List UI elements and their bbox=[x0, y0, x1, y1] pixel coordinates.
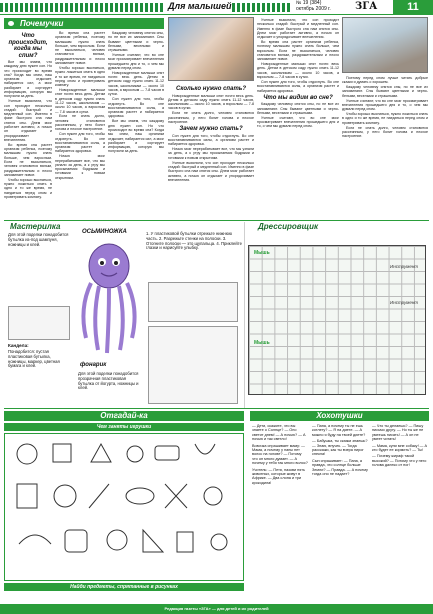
paragraph: Ученые считают, что во сне мозг просматривает впечатления прошедшего дня и то, о чем мы думали перед сном. bbox=[342, 98, 428, 112]
paragraph: Во время сна растет организм ребенка, поэтому малышам нужно спать больше, чем взрослым. Если не высыпаться, человек становится вялым, раздражительным и плохо запоминает новое. bbox=[4, 142, 52, 177]
side-label: Инструмент bbox=[390, 300, 419, 305]
jokes-column-3 bbox=[372, 424, 428, 602]
hohotushki-band: Хохотушки bbox=[250, 411, 429, 421]
question-heading: Что происходит, когда мы спим? bbox=[8, 33, 48, 59]
paragraph: Ученые выяснили, что сон проходит несколько стадий: быстрый и медленный сон. Именно в фазе быстрого сна нам снятся сны. Днем мозг работает активно, а ночью он отдыхает и упорядочивает впечатления. bbox=[168, 160, 254, 182]
paragraph: Сон нужен для того, чтобы отдохнуть. Во сне восстанавливаются силы, а организм растет и набирается здоровья. bbox=[108, 97, 164, 119]
craft-intro: Для этой поделки понадобится бутылка из-под шампуня, ножницы и клей. bbox=[8, 232, 69, 247]
paragraph: Сон нужен для того, чтобы отдохнуть. Во сне восстанавливаются силы, а организм растет и набирается здоровья. bbox=[257, 79, 339, 93]
paragraph: Поэтому перед сном лучше читать добрые сказки и думать о хорошем. bbox=[342, 76, 428, 85]
craft-step-image bbox=[148, 282, 238, 322]
jokes-column-1 bbox=[252, 424, 308, 602]
puzzle-pictures bbox=[4, 433, 244, 581]
paragraph: Каждому человеку снятся сны, но не все их запоминают. Сны бывают цветными и черно-белыми, веселыми и страшными. bbox=[108, 31, 164, 53]
paragraph: Каждому человеку снятся сны, но не все их запоминают. Сны бывают цветными и черно-белыми, веселыми и страшными. bbox=[257, 102, 339, 115]
paragraph: Ночью мозг перерабатывает все, что мы узнали за день, а к утру мы просыпаемся бодрыми и готовыми к новым открытиям. bbox=[55, 154, 105, 180]
craft-need: Понадобится: пустая пластиковая бутылка, ножницы, маркер, цветная бумага и клей. bbox=[8, 349, 60, 369]
paragraph: Если не спать долго, человек становится рассеянным, у него болит голова и плохое настроение. bbox=[55, 114, 105, 132]
craft-name: ОСЬМИНОЖКА bbox=[82, 229, 127, 235]
octopus-illustration bbox=[74, 238, 144, 358]
sleeping-child-photo bbox=[168, 17, 254, 81]
lamp-image bbox=[148, 326, 238, 404]
text-column-4 bbox=[168, 84, 254, 219]
bottle-image bbox=[8, 306, 70, 340]
page-number: 11 bbox=[393, 0, 433, 15]
joke: — Папа, а почему ты не ешь котлету? — Я на диете. — А можно я буду на твоей диете? bbox=[312, 424, 366, 437]
section-title: Для малышей bbox=[168, 1, 232, 11]
jokes-column-2 bbox=[312, 424, 368, 602]
text-column-1 bbox=[4, 31, 52, 219]
paragraph: Ученые считают, что во сне мозг просматривает впечатления прошедшего дня и то, о чем мы думали перед сном. bbox=[108, 53, 164, 70]
paragraph: Новорожденные малыши спят почти весь день. Детям в детском саду нужно спать 11-12 часов, школьникам — около 10 часов, а взрослым — 7-8 часов в сутки. bbox=[108, 70, 164, 97]
page-header bbox=[0, 0, 433, 15]
joke: Учитель: — Петя, назови пять животных, которые живут в Африке. — Два слона и три крокодила! bbox=[252, 467, 305, 485]
craft-steps: 1. У пластиковой бутылки отрежьте нижнюю часть. 2. Разрежьте стенки на полоски. 3. Отогните полоски — это щупальца. 4. Приклейте глазки и нарисуйте улыбку. bbox=[146, 231, 242, 251]
joke: — Почему жираф такой высокий? — Потому что у него голова далеко от ног! bbox=[372, 454, 427, 468]
paragraph: Новорожденные малыши спят почти весь день. Детям в детском саду нужно спать 11-12 часов, школьникам — около 10 часов, а взрослым — 7-8 часов в сутки. bbox=[257, 62, 339, 80]
paragraph: Ученые выяснили, что сон проходит несколько стадий: быстрый и медленный сон. Именно в фазе быстрого сна нам снятся сны. Днем мозг работает активно, а ночью он отдыхает и упорядочивает впечатления. bbox=[257, 18, 339, 40]
side-label: Инструмент bbox=[390, 264, 419, 269]
paragraph: Чтобы хорошо выспаться, нужно ложиться спать в одно и то же время, не наедаться перед сном и проветривать комнату. bbox=[4, 177, 52, 199]
paragraph: Новорожденные малыши спят почти весь день. Детям в детском саду нужно спать 11-12 часов, школьникам — около 10 часов, а взрослым — 7-8 часов в сутки. bbox=[168, 93, 254, 111]
paragraph: Чтобы хорошо выспаться, нужно ложиться спать в одно и то же время, не наедаться перед сном и проветривать комнату. bbox=[342, 112, 428, 125]
fonarik-note: Для этой поделки понадобится прозрачная пластиковая бутылка от йогурта, ножницы и клей. bbox=[78, 371, 139, 391]
paragraph: Чтобы хорошо выспаться, нужно ложиться спать в одно и то же время, не наедаться перед сном и проветривать комнату. bbox=[55, 65, 105, 88]
text-column-5 bbox=[257, 18, 339, 219]
page-footer: Редакция газеты «ЗГА» — для детей и их родителей bbox=[0, 604, 433, 614]
joke: Сын спрашивает: — Папа, а правда, что солнце больше Земли? — Правда. — А почему тогда оно не падает? bbox=[312, 458, 368, 477]
joke: — Мама, купи мне собаку! — А кто будет ее кормить? — Ты! bbox=[372, 443, 428, 453]
masterilka-title: Мастерилка bbox=[10, 222, 61, 231]
fonarik-label: фонарик bbox=[80, 362, 107, 368]
paragraph: Все мы знаем, что каждому дню нужен сон. Но что происходит во время сна? Когда мы спим, наш организм отдыхает, набирается сил, а мозг разбирает и сортирует информацию, которую мы получили за день. bbox=[108, 119, 164, 154]
paragraph: Во время сна растет организм ребенка, поэтому малышам нужно спать больше, чем взрослым. Если не высыпаться, человек становится вялым, раздражительным и плохо запоминает новое. bbox=[55, 31, 105, 66]
grid-word: Мышь bbox=[254, 340, 270, 346]
paragraph: Новорожденные малыши спят почти весь день. Детям в детском саду нужно спать 11-12 часов, школьникам — около 10 часов, а взрослым — 7-8 часов в сутки. bbox=[55, 88, 105, 114]
section-divider bbox=[4, 220, 429, 221]
question-heading: Что мы видим во сне? bbox=[263, 94, 333, 101]
puzzle-caption-top: Чем заняты игрушки bbox=[4, 423, 244, 431]
paragraph: Ученые выяснили, что сон проходит несколько стадий: быстрый и медленный сон. Именно в фазе быстрого сна нам снятся сны. Днем мозг работает активно, а ночью он отдыхает и упорядочивает впечатления. bbox=[4, 99, 52, 142]
otgadaika-band: Отгадай-ка bbox=[4, 411, 244, 421]
paragraph: Сон нужен для того, чтобы отдохнуть. Во сне восстанавливаются силы, а организм растет и набирается здоровья. bbox=[55, 132, 105, 154]
joke: — Бабушка, ты сказки знаешь? — Знаю, внучек. — Тогда расскажи, как ты вчера пирог спекла! bbox=[312, 439, 368, 457]
question-heading: Зачем нужно спать? bbox=[179, 126, 243, 133]
puzzle-caption-bottom: Найди предметы, спрятанные в рисунках bbox=[4, 583, 244, 591]
joke: — Что ты делаешь? — Пишу письмо другу. — Но ты же не умеешь писать! — А он не умеет читать! bbox=[372, 424, 424, 442]
drawing-title: Дрессировщик bbox=[258, 222, 319, 231]
issue-info: № 19 (384) октябрь 2009 г. bbox=[296, 0, 331, 12]
boy-photo bbox=[342, 17, 428, 73]
text-column-3 bbox=[108, 31, 164, 219]
pochemuchki-band: Почемучки bbox=[4, 18, 164, 29]
text-column-2 bbox=[55, 31, 105, 219]
paragraph: Все мы знаем, что каждому дню нужен сон. Но что происходит во время сна? Когда мы спим, наш организм отдыхает, набирается сил, а мозг разбирает и сортирует информацию, которую мы получили за день. bbox=[4, 60, 52, 99]
paragraph: Каждому человеку снятся сны, но не все их запоминают. Сны бывают цветными и черно-белыми, веселыми и страшными. bbox=[342, 85, 428, 98]
header-stripe-right bbox=[232, 3, 292, 12]
puzzle-drawings bbox=[5, 434, 245, 582]
newspaper-logo: ЗГА bbox=[355, 1, 378, 12]
paragraph: Если не спать долго, человек становится рассеянным, у него болит голова и плохое настроение. bbox=[342, 125, 428, 139]
paragraph: Если не спать долго, человек становится рассеянным, у него болит голова и плохое настроение. bbox=[168, 111, 254, 124]
paragraph: Ночью мозг перерабатывает все, что мы узнали за день, а к утру мы просыпаемся бодрыми и готовыми к новым открытиям. bbox=[168, 147, 254, 160]
question-heading: Сколько нужно спать? bbox=[175, 86, 247, 92]
grid-word: Мышь bbox=[254, 250, 270, 256]
joke: Вовочка спрашивает маму: — Мама, а почему у папы нет волос на голове? — Потому что он много думает. — А почему у тебя так много волос? bbox=[252, 443, 308, 466]
header-stripe-left bbox=[0, 3, 165, 12]
paragraph: Во время сна растет организм ребенка, поэтому малышам нужно спать больше, чем взрослым. Если не высыпаться, человек становится вялым, раздражительным и плохо запоминает новое. bbox=[257, 40, 339, 62]
joke: — Дети, скажите, что вы знаете о Солнце? — Оно светит днем! — А ночью? — А ночью и так светло! bbox=[252, 424, 306, 442]
paragraph: Сон нужен для того, чтобы отдохнуть. Во сне восстанавливаются силы, а организм растет и набирается здоровья. bbox=[168, 133, 254, 147]
section-divider bbox=[4, 408, 429, 409]
column-divider bbox=[244, 222, 245, 408]
paragraph: Ученые считают, что во сне мозг просматривает впечатления прошедшего дня и то, о чем мы думали перед сном. bbox=[257, 115, 339, 129]
caption: Кандела: bbox=[8, 343, 29, 348]
text-column-6 bbox=[342, 76, 428, 219]
